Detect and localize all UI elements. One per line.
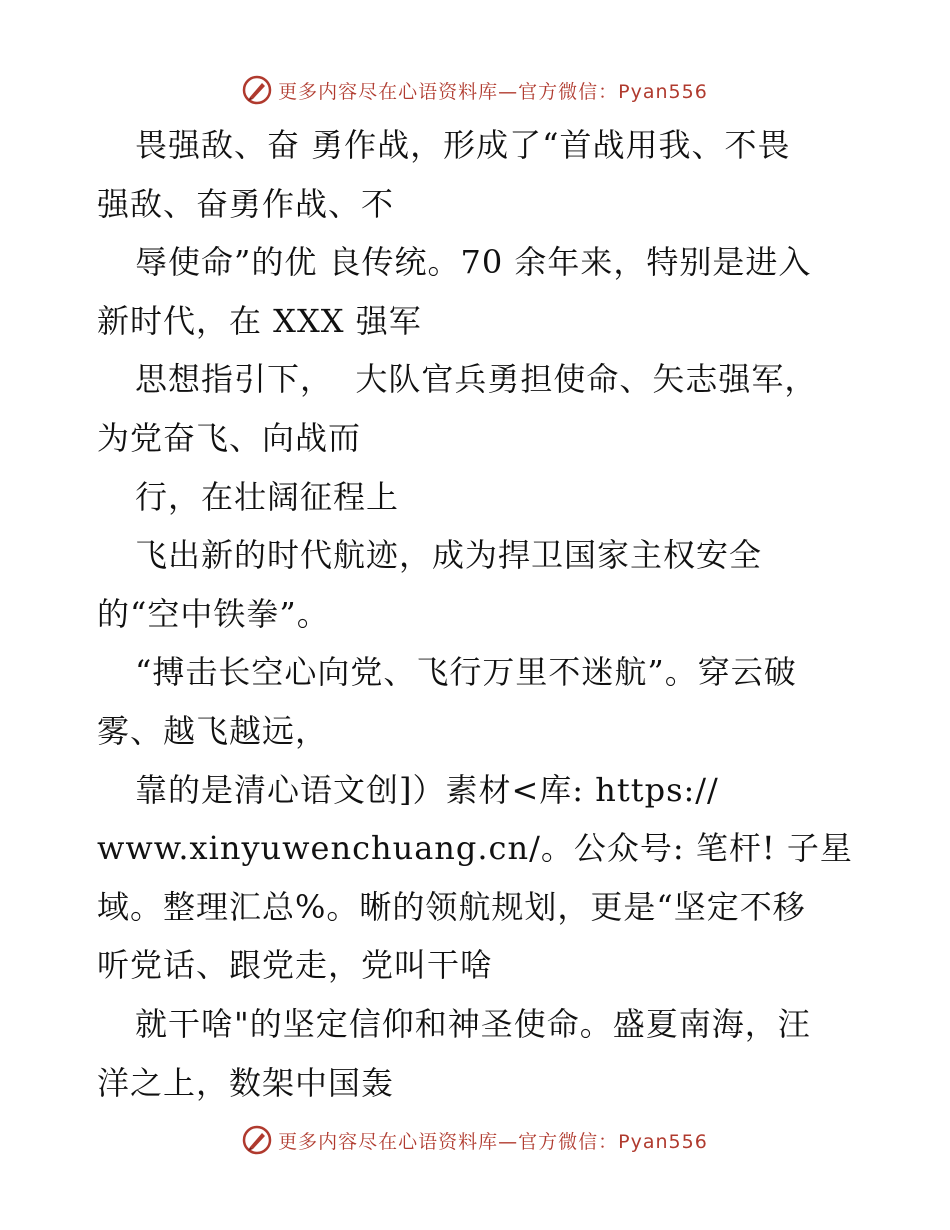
header-banner: [0, 70, 950, 110]
pen-logo-icon: [242, 1125, 272, 1155]
document-body: [97, 116, 887, 1112]
header-banner-text: 更多内容尽在心语资料库—官方微信：Pyan556: [278, 80, 708, 103]
body-line: 强敌、奋勇作战、不: [97, 184, 395, 223]
body-line: 畏强敌、奋 勇作战，形成了“首战用我、不畏: [135, 126, 791, 164]
body-line: 靠的是清心语文创]）素材<库: https://: [135, 770, 719, 809]
body-line: 新时代，在 XXX 强军: [97, 301, 422, 340]
footer-banner-text: 更多内容尽在心语资料库—官方微信：Pyan556: [278, 1130, 708, 1153]
body-line: 为党奋飞、向战而: [97, 418, 362, 457]
body-line: “搏击长空心向党、飞行万里不迷航”。穿云破: [135, 653, 797, 692]
body-line: 洋之上，数架中国轰: [97, 1063, 395, 1102]
body-line: 雾、越飞越远，: [97, 711, 329, 750]
body-line: 思想指引下， 大队官兵勇担使命、矢志强军，: [135, 360, 818, 399]
body-line: 飞出新的时代航迹，成为捍卫国家主权安全: [135, 536, 763, 575]
body-line: 域。整理汇总%。晰的领航规划，更是“坚定不移: [97, 887, 806, 926]
body-line: 听党话、跟党走，党叫干啥: [97, 946, 494, 985]
body-line: www.xinyuwenchuang.cn/。公众号: 笔杆! 子星: [97, 829, 853, 868]
body-line: 行，在壮阔征程上: [135, 477, 400, 516]
footer-banner: [0, 1120, 950, 1160]
body-line: 就干啥"的坚定信仰和神圣使命。盛夏南海，汪: [135, 1004, 811, 1043]
body-line: 的“空中铁拳”。: [97, 594, 330, 633]
pen-logo-icon: [242, 75, 272, 105]
body-line: 辱使命”的优 良传统。70 余年来，特别是进入: [135, 243, 812, 282]
